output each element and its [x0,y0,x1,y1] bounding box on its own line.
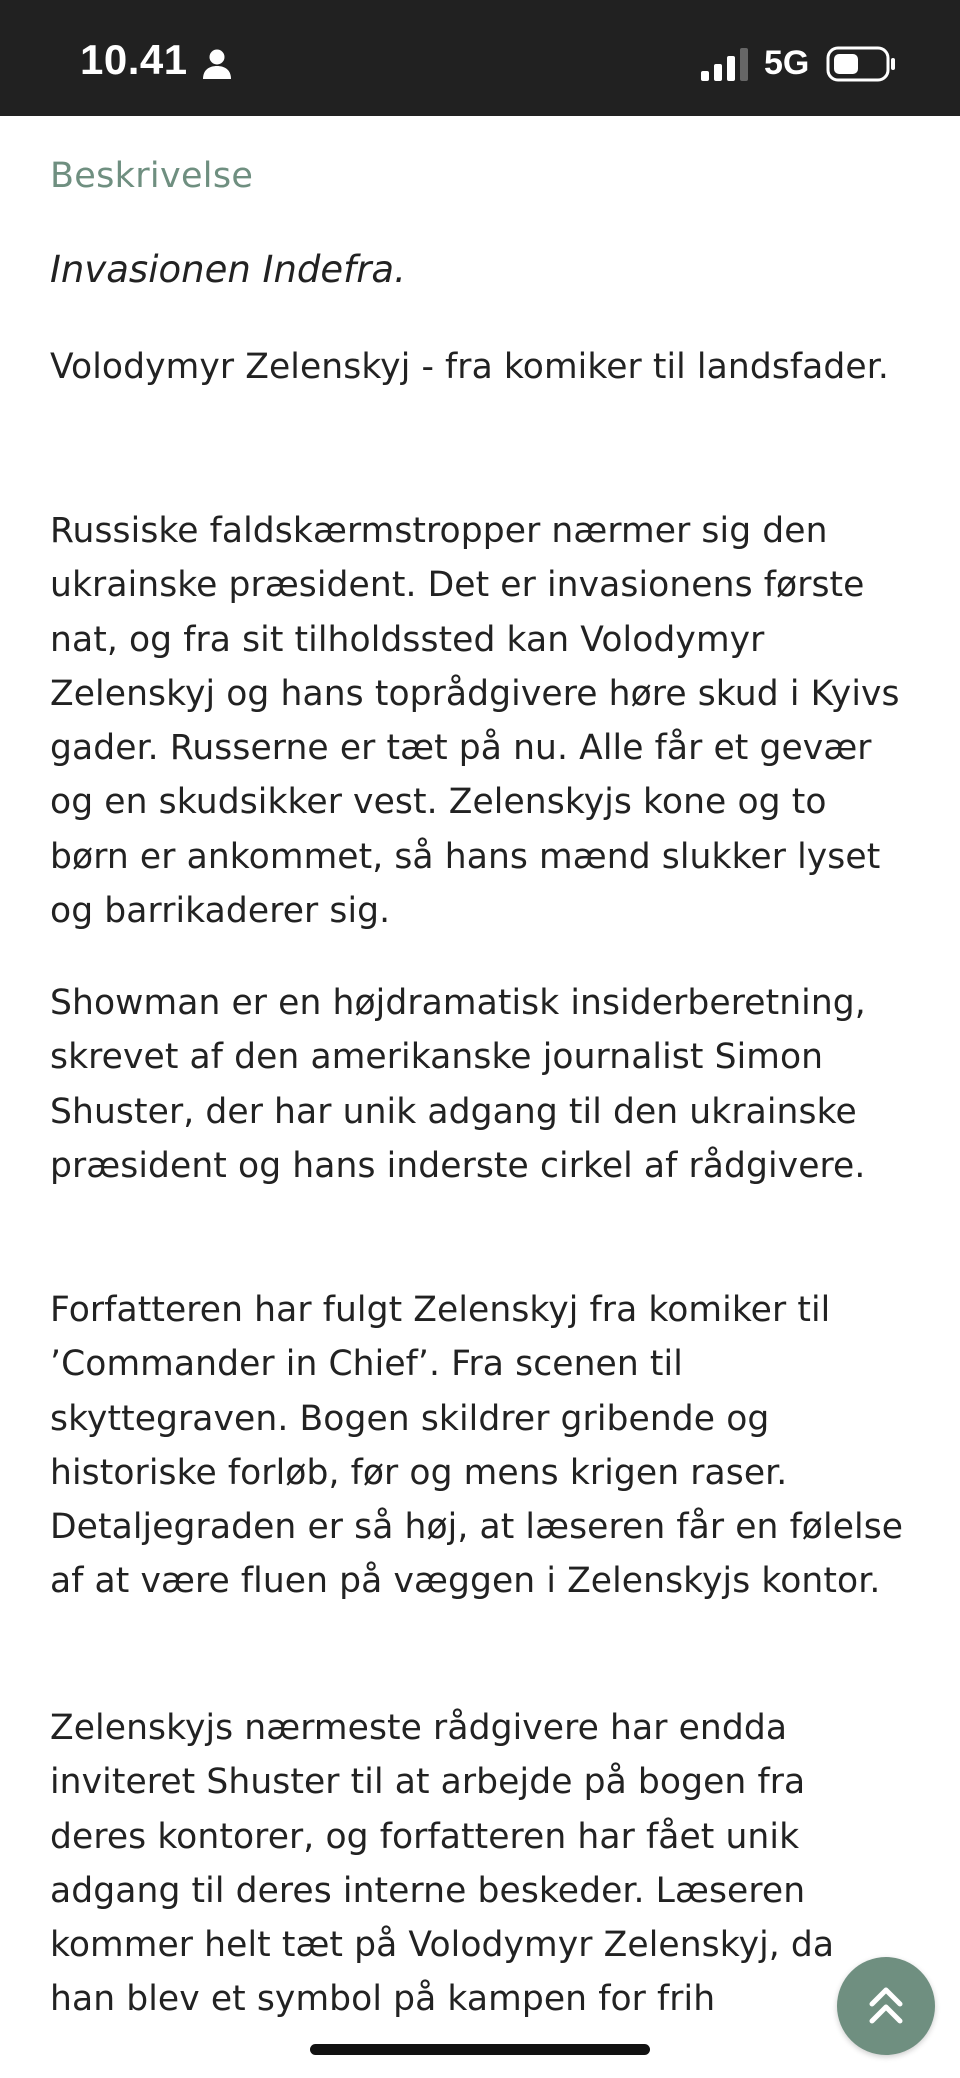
battery-icon [826,44,898,84]
description-paragraph: Showman er en højdramatisk insiderberetning, skrevet af den amerikanske journalist Simon Shuster, der har unik adgang til den ukrainske præsident og hans inderste cirkel af rådgivere. [50,983,866,1186]
section-heading: Beskrivelse [50,156,254,196]
description-subtitle: Invasionen Indefra. [50,248,406,291]
description-paragraph: Volodymyr Zelenskyj - fra komiker til landsfader. [50,347,889,387]
status-bar [0,0,960,116]
status-time: 10.41 [80,36,188,83]
description-paragraph: Forfatteren har fulgt Zelenskyj fra komiker til ’Commander in Chief’. Fra scenen til skyttegraven. Bogen skildrer gribende og historiske forløb, før og mens krigen raser. Detaljegraden er så høj, at læseren får en følelse af at være fluen på væggen i Zelenskyjs kontor. [50,1290,904,1602]
signal-icon [700,47,752,81]
double-chevron-up-icon [866,1984,906,2028]
network-label: 5G [764,44,810,82]
scroll-to-top-button[interactable] [837,1957,935,2055]
person-icon [202,48,232,80]
description-paragraph: Zelenskyjs nærmeste rådgivere har endda inviteret Shuster til at arbejde på bogen fra deres kontorer, og forfatteren har fået unik adgang til deres interne beskeder. Læseren kommer helt tæt på Volodymyr Zelenskyj, da han blev et symbol på kampen for frih [50,1708,835,2020]
description-paragraph: Russiske faldskærmstropper nærmer sig den ukrainske præsident. Det er invasionens første nat, og fra sit tilholdssted kan Volodymyr Zelenskyj og hans toprådgivere høre skud i Kyivs gader. Russerne er tæt på nu. Alle får et gevær og en skudsikker vest. Zelenskyjs kone og to børn er ankommet, så hans mænd slukker lyset og barrikaderer sig. [50,511,900,932]
home-indicator[interactable] [310,2044,650,2055]
